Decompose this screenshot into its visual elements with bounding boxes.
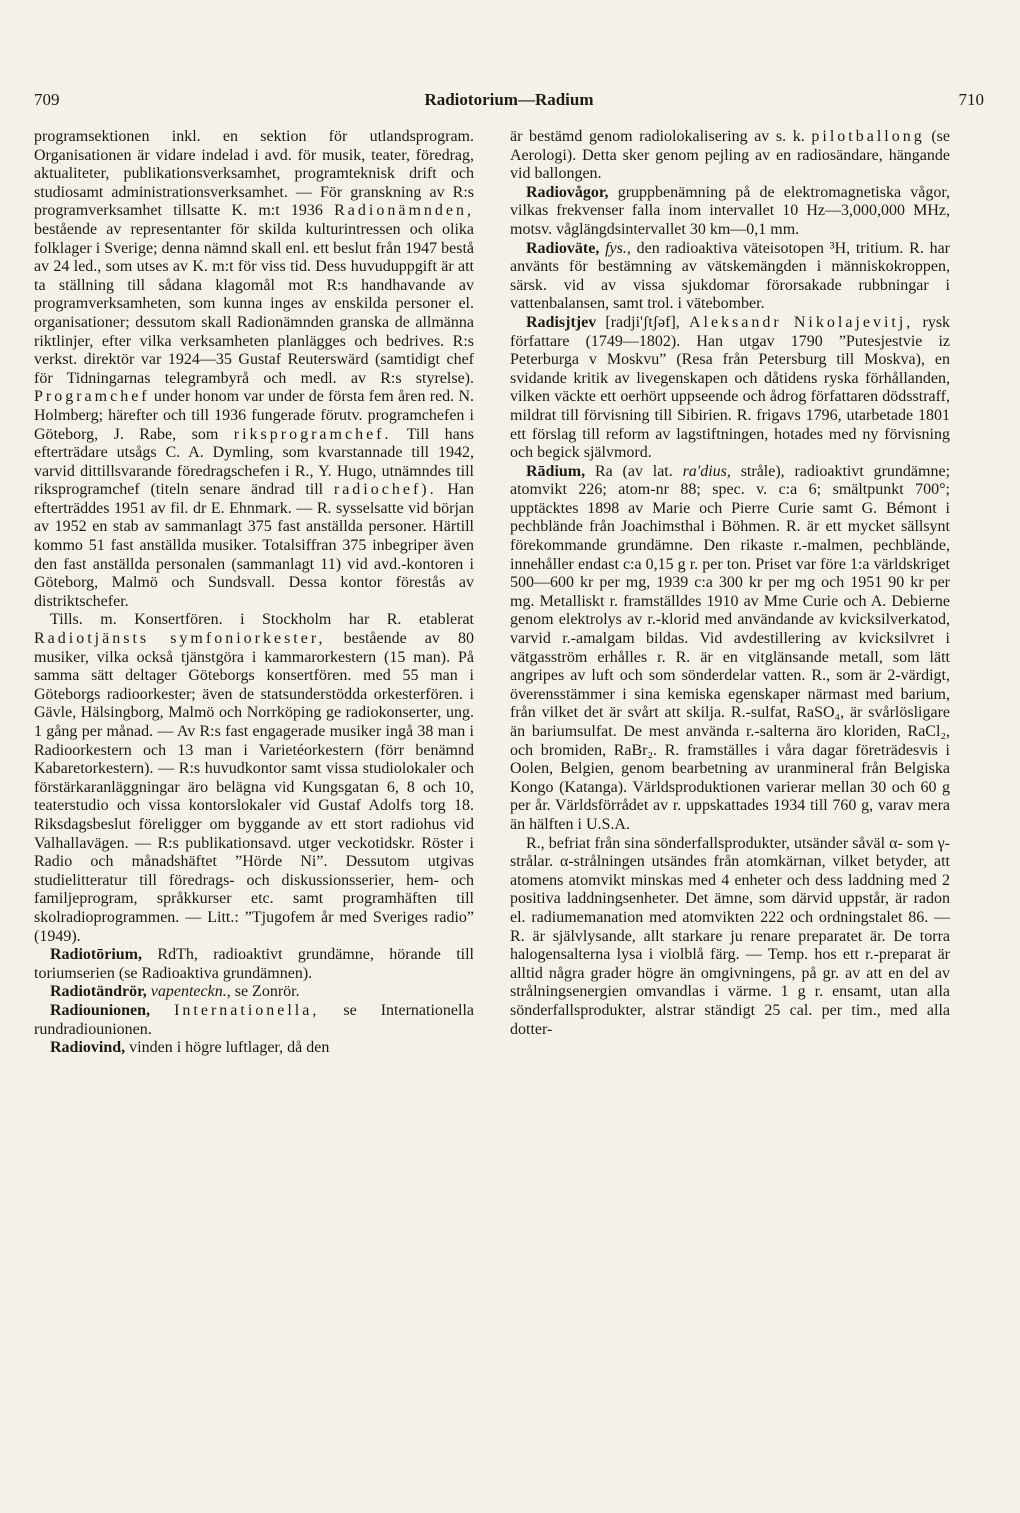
spaced-term: radiochef).: [333, 481, 437, 499]
spaced-term: Radiotjänsts symfoniorkester,: [34, 630, 326, 648]
page-number-right: 710: [958, 90, 984, 109]
headword: Radiotändrör,: [50, 983, 147, 1001]
running-header: [34, 90, 984, 112]
paragraph-orchestras: Tills. m. Konsertfören. i Stockholm har R. etablerat Radiotjänsts symfoniorkester, bestående av 80 musiker, vilka också tjänstgöra i kammarorkestern (15 man). På samma sätt deltager Göteborgs konsertfören. med 55 man i Göteborgs radioorkester; även de statsunderstödda orkesterfören. i Gävle, Hälsingborg, Malmö och Norrköping ge radiokonserter, ung. 1 gång per månad. — Av R:s fast engagerade musiker ingå 38 man i Radioorkestern och 13 man i Varietéorkestern (förr benämnd Kabaretorkestern). — R:s huvudkontor samt vissa studiolokaler och förstärkaranläggningar äro belägna vid Kungsgatan 6, 8 och 10, teaterstudio och vissa kontorslokaler vid Gustaf Adolfs torg 18. Riksdagsbeslut föreligger om byggande av ett stort radiohus vid Valhallavägen. — R:s publikationsavd. utger veckotidskr. Röster i Radio och månadshäftet ”Hörde Ni”. Dessutom utgivas studielitteratur till föredrags- och diskussionsserier, hem- och familjeprogram, språkkurser etc. samt programhäften till skolradioprogrammen. — Litt.: ”Tjugofem år med Sveriges radio” (1949).: [34, 611, 474, 945]
spaced-term: Radionämnden,: [334, 202, 474, 220]
headword: Radiovågor,: [526, 183, 609, 201]
headword: Rādium,: [526, 462, 586, 480]
spaced-term: Internationella,: [174, 1001, 320, 1019]
entry-radiovate: Radioväte, fys., den radioaktiva väteisotopen ³H, tritium. R. har använts för bestämning av vätskemängden i människokroppen, särsk. vid av vissa sjukdomar förorsakade rubbningar i vattenbalansen, samt trol. i vätebomber.: [510, 239, 950, 313]
headword: Radioväte,: [526, 239, 600, 257]
paragraph-radiotjanst-organisation: programsektionen inkl. en sektion för utlandsprogram. Organisationen är vidare indelad i avd. för musik, teater, föredrag, aktualiteter, publikationsverksamhet, programteknisk drift och studiosamt administrationsverksamhet. — För granskning av R:s programverksamhet tillsatte K. m:t 1936 Radionämnden, bestående av representanter för skilda kulturintressen och olika folklager i Sverige; denna nämnd skall enl. ett beslut från 1947 bestå av 24 led., som utses av K. m:t för viss tid. Dess huvuduppgift är att ta ställning till sådana klagomål mot R:s handhavande av programverksamheten, som kunna inges av enskilda personer el. organisationer; dessutom skall Radionämnden granska de allmänna riktlinjer, efter vilka verksamheten planlägges och bedrives. R:s verkst. direktör var 1924—35 Gustaf Reuterswärd (samtidigt chef för Tidningarnas telegrambyrå och medl. av R:s styrelse). Programchef under honom var under de första fem åren red. N. Holmberg; härefter och till 1936 fungerade förutv. programchefen i Göteborg, J. Rabe, som riksprogramchef. Till hans efterträdare utsågs C. A. Dymling, som kvarstannade till 1942, varvid dittillsvarande föredragschefen i R., Y. Hugo, utnämndes till riksprogramchef (titeln senare ändrad till radiochef). Han efterträddes 1951 av fil. dr E. Ehnmark. — R. sysselsatte vid början av 1952 en stab av sammanlagt 375 fast anställda personer. Härtill kommo 51 fast anställda musiker. Totalsiffran 375 inbegriper även den fast anställda personalen (sammanlagt 11) vid avd.-kontoren i Göteborg, Malmö och Sundsvall. Dessa kontor förestås av distriktschefer.: [34, 128, 475, 610]
right-column: [510, 128, 950, 1039]
headword: Radiounionen,: [50, 1001, 151, 1019]
page-title: Radiotorium—Radium: [424, 90, 594, 109]
spaced-term: Programchef: [34, 388, 150, 406]
entry-radiotorium: Radiotōrium, RdTh, radioaktivt grundämne, hörande till toriumserien (se Radioaktiva grundämnen).: [34, 946, 474, 982]
spaced-term: Aleksandr Nikolajevitj,: [688, 313, 914, 331]
headword: Radiovind,: [50, 1039, 126, 1057]
entry-radiounionen: Radiounionen, Internationella, se Internationella rundradiounionen.: [34, 1001, 475, 1038]
entry-radisjtjev: Radisjtjev [radji'ʃtʃəf], Aleksandr Nikolajevitj, rysk författare (1749—1802). Han utgav 1790 ”Putesjestvie iz Peterburga v Moskvu” (Resa från Petersburg till Moskva), en svidande kritik av livegenskapen och dåtidens ryska förhållanden, vilken väckte ett oerhört uppseende och ådrog författaren dödsstraff, mildrat till förvisning till Sibirien. R. frigavs 1796, utarbetade 1801 ett förslag till reform av lagstiftningen, hotades med ny förvisning och begick självmord.: [510, 313, 951, 462]
spaced-term: pilotballong: [811, 128, 925, 145]
entry-radiovind: Radiovind, vinden i högre luftlager, då den: [50, 1039, 330, 1057]
headword: Radiotōrium,: [50, 946, 142, 964]
headword: Radisjtjev: [526, 313, 597, 331]
page-number-left: 709: [34, 90, 60, 109]
paragraph-radiovind-cont: är bestämd genom radiolokalisering av s. k. pilotballong (se Aerologi). Detta sker genom pejling av en radiosändare, hängande vid ballongen.: [510, 128, 950, 183]
entry-radium: Rādium, Ra (av lat. ra'dius, stråle), radioaktivt grundämne; atomvikt 226; atom-nr 88; spec. v. c:a 6; smältpunkt 700°; upptäcktes 1898 av Marie och Pierre Curie samt G. Bémont i pechblände från Joachimsthal i Böhmen. R. är ett mycket sällsynt förekommande grundämne. Den rikaste r.-malmen, pechblände, innehåller endast c:a 0,15 g r. per ton. Priset var före 1:a världskriget 500—600 kr per mg, 1939 c:a 300 kr per mg och 1951 90 kr per mg. Metalliskt r. framställdes 1910 av Mme Curie och A. Debierne genom elektrolys av r.-klorid med användande av kvicksilverkatod, varvid r.-amalgam bildas. Vid avdestillering av kvicksilvret i vätgasström erhålles r. R. är en vitglänsande metall, som lätt angripes av luft och som sönderdelar vatten. R., som är 2-värdigt, överensstämmer i sina kemiska egenskaper närmast med barium, från vilket det är svårt att skilja. R.-sulfat, RaSO₄, är svårlösligare än bariumsulfat. De mest använda r.-salterna äro kloriden, RaCl₂, och bromiden, RaBr₂. R. framställes i våra dagar företrädesvis i Oolen, Belgien, genom bearbetning av uranmineral från Belgiska Kongo (Katanga). Världsproduktionen varierar mellan 30 och 60 g per år. Världsförrådet av r. uppskattades 1934 till 760 g, varav mera än hälften i U.S.A.: [510, 462, 951, 833]
entry-radiotandror: Radiotändrör, vapenteckn., se Zonrör.: [50, 983, 300, 1001]
left-column: [34, 128, 474, 1058]
spaced-term: riksprogramchef.: [233, 425, 392, 443]
entry-radiovagor: Radiovågor, gruppbenämning på de elektromagnetiska vågor, vilkas frekvenser falla inom intervallet 10 Hz—3,000,000 MHz, motsv. våglängdsintervallet 30 km—0,1 mm.: [510, 183, 951, 238]
paragraph-radium-radiation: R., befriat från sina sönderfallsprodukter, utsänder såväl α- som γ-strålar. α-strålningen utsändes från atomkärnan, vilket betyder, att atomens atomvikt minskas med 4 enheter och dess laddning med 2 positiva laddningsenheter. Det ämne, som därvid uppstår, är radon el. radiumemanation med atomvikten 222 och ordningstalet 86. — R. är självlysande, allt starkare ju renare preparatet är. De torra halogensalterna lysa i violblå färg. — Temp. hos ett r.-preparat är alltid några grader högre än omgivningens, på gr. av att en del av strålningsenergien omvandlas i värme. 1 g r. ensamt, utan alla sönderfallsprodukter, alstrar ständigt 25 cal. per tim., med alla dotter-: [510, 834, 950, 1038]
